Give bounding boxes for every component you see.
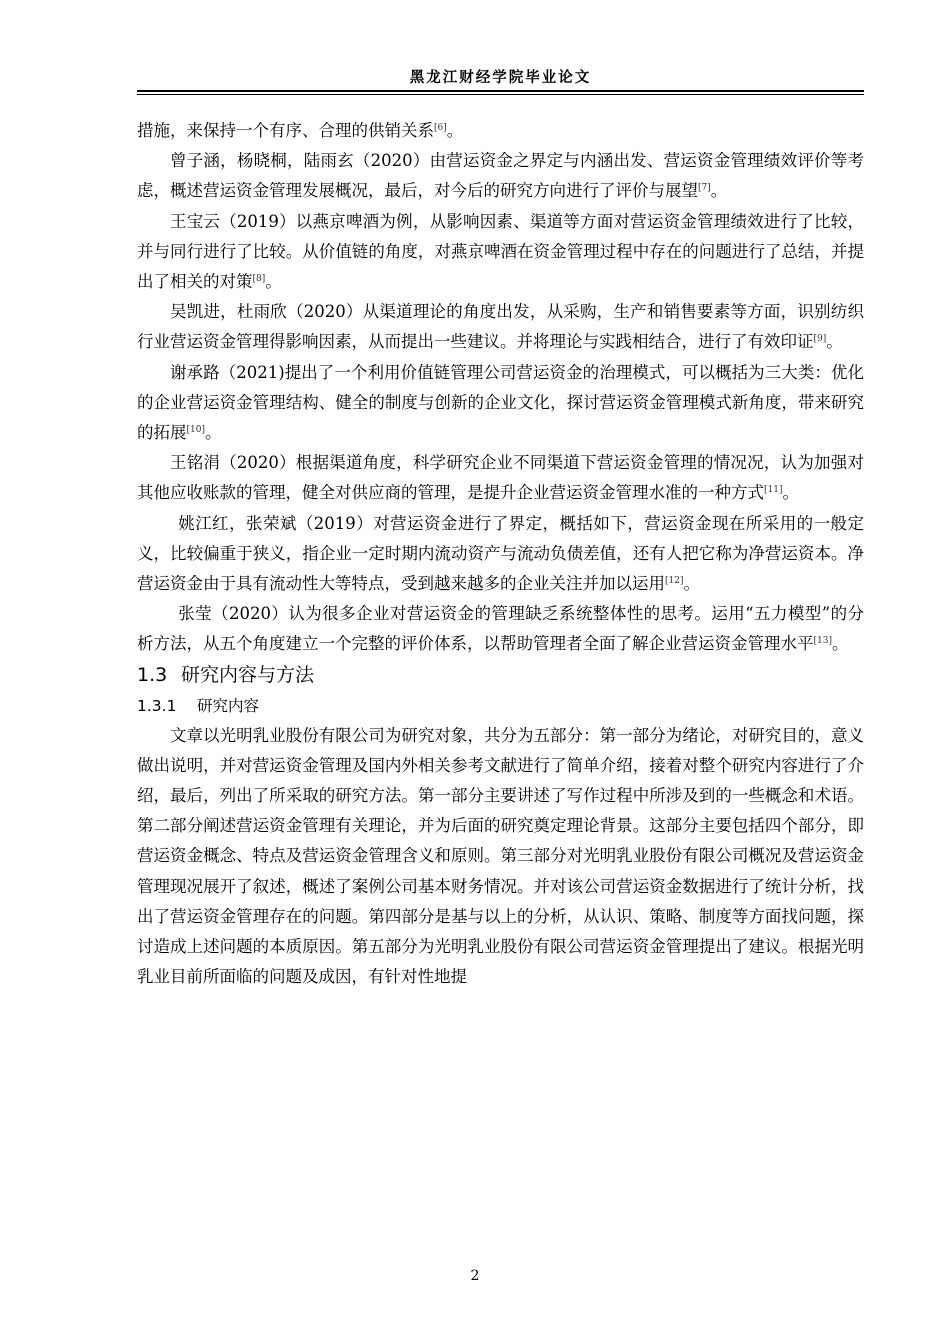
header-rule-thin	[137, 94, 864, 95]
paragraph: 王铭涓（2020）根据渠道角度，科学研究企业不同渠道下营运资金管理的情况况，认为加强对其他应收账款的管理，健全对供应商的管理，是提升企业营运资金管理水准的一种方式[11]。	[137, 453, 864, 503]
paragraph: 姚江红，张荣斌（2019）对营运资金进行了界定，概括如下，营运资金现在所采用的一般定义，比较偏重于狭义，指企业一定时期内流动资产与流动负债差值，还有人把它称为净营运资本。净营运资金由于具有流动性大等特点，受到越来越多的企业关注并加以运用[12]。	[137, 513, 864, 594]
paragraph: 曾子涵，杨晓桐，陆雨玄（2020）由营运资金之界定与内涵出发、营运资金管理绩效评价等考虑，概述营运资金管理发展概况，最后，对今后的研究方向进行了评价与展望[7]。	[137, 151, 864, 201]
citation: [13]	[813, 636, 832, 647]
paragraph: 张莹（2020）认为很多企业对营运资金的管理缺乏系统整体性的思考。运用“五力模型”的分析方法，从五个角度建立一个完整的评价体系，以帮助管理者全面了解企业营运资金管理水平[13]。	[137, 604, 864, 654]
subsection-title: 研究内容	[197, 696, 260, 715]
citation: [10]	[186, 425, 205, 436]
paragraph: 吴凯进，杜雨欣（2020）从渠道理论的角度出发，从采购，生产和销售要素等方面，识别纺织行业营运资金管理得影响因素，从而提出一些建议。并将理论与实践相结合，进行了有效印证[9]。	[137, 302, 864, 352]
citation: [9]	[813, 334, 827, 345]
citation: [8]	[252, 274, 266, 285]
section-number: 1.3	[137, 663, 168, 686]
running-header: 黑龙江财经学院毕业论文	[409, 69, 592, 86]
page-content	[137, 116, 864, 992]
section-title: 研究内容与方法	[181, 663, 315, 686]
subsection-heading	[137, 692, 864, 721]
citation: [7]	[698, 183, 711, 194]
citation: [6]	[434, 123, 447, 133]
paragraph: 措施，来保持一个有序、合理的供销关系[6]。	[137, 121, 464, 140]
citation: [12]	[665, 576, 684, 587]
header-rule-thick	[137, 90, 864, 92]
citation: [11]	[764, 485, 783, 496]
section-heading	[137, 660, 864, 692]
subsection-number: 1.3.1	[137, 696, 177, 715]
paragraph: 王宝云（2019）以燕京啤酒为例，从影响因素、渠道等方面对营运资金管理绩效进行了比较，并与同行进行了比较。从价值链的角度，对燕京啤酒在资金管理过程中存在的问题进行了总结，并提出了相关的对策[8]。	[137, 211, 864, 292]
paragraph: 谢承路（2021)提出了一个利用价值链管理公司营运资金的治理模式，可以概括为三大类：优化的企业营运资金管理结构、健全的制度与创新的企业文化，探讨营运资金管理模式新角度，带来研究的拓展[10]。	[137, 362, 864, 443]
paragraph: 文章以光明乳业股份有限公司为研究对象，共分为五部分：第一部分为绪论，对研究目的，意义做出说明，并对营运资金管理及国内外相关参考文献进行了简单介绍，接着对整个研究内容进行了介绍，最后，列出了所采取的研究方法。第一部分主要讲述了写作过程中所涉及到的一些概念和术语。第二部分阐述营运资金管理有关理论，并为后面的研究奠定理论背景。这部分主要包括四个部分，即营运资金概念、特点及营运资金管理含义和原则。第三部分对光明乳业股份有限公司概况及营运资金管理现况展开了叙述，概述了案例公司基本财务情况。并对该公司营运资金数据进行了统计分析，找出了营运资金管理存在的问题。第四部分是基与以上的分析，从认识、策略、制度等方面找问题，探讨造成上述问题的本质原因。第五部分为光明乳业股份有限公司营运资金管理提出了建议。根据光明乳业目前所面临的问题及成因，有针对性地提	[137, 725, 864, 987]
page-number: 2	[470, 1268, 480, 1284]
